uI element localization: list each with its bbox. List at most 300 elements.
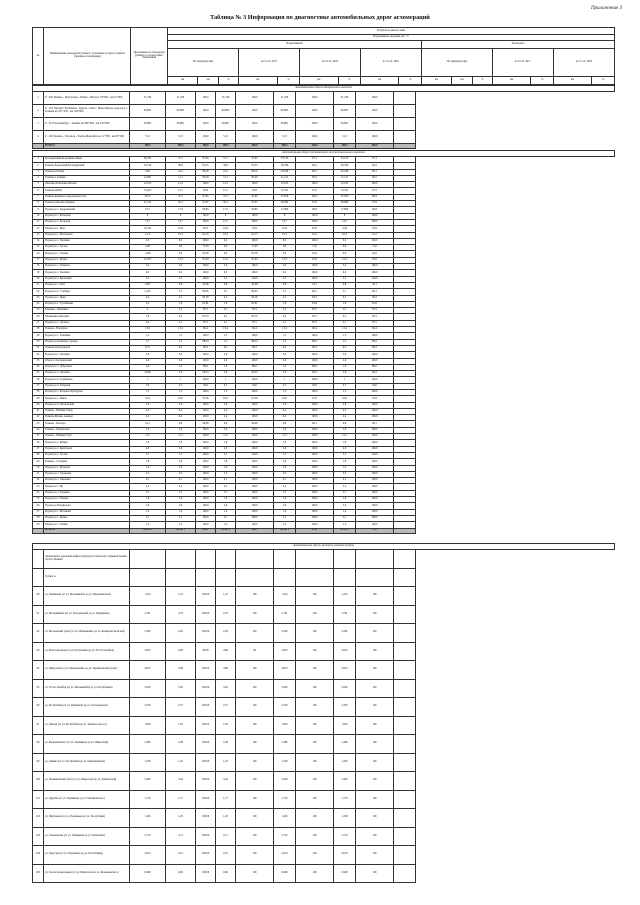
- value-cell: 5,3: [274, 471, 296, 477]
- value-cell: 8: [166, 213, 196, 219]
- value-cell: 1,5: [216, 389, 236, 395]
- value-cell: 100,00: [196, 864, 216, 883]
- value-cell: 9,8: [166, 421, 196, 427]
- value-cell: 100,00: [196, 753, 216, 772]
- value-cell: 100,0: [196, 389, 216, 395]
- value-cell: 1,8: [274, 497, 296, 503]
- value-cell: 100,0: [356, 219, 394, 225]
- value-cell: 100,00: [196, 827, 216, 846]
- value-cell: 4,5: [216, 408, 236, 414]
- value-cell: 6,5: [274, 238, 296, 244]
- value-cell: 2,4: [274, 415, 296, 421]
- value-cell: 100,0: [356, 471, 394, 477]
- value-cell: 100,0: [356, 497, 394, 503]
- row-number: 15: [33, 245, 44, 251]
- value-cell: 14,7: [216, 219, 236, 225]
- value-cell: 87,5: [236, 320, 274, 326]
- value-cell: 13,4: [166, 327, 196, 333]
- value-cell: 100,0: [236, 408, 274, 414]
- value-cell: 2,761: [334, 605, 356, 624]
- value-cell: 93,8: [196, 188, 216, 194]
- value-cell: 100,0: [356, 522, 394, 528]
- value-cell: 1,5: [130, 333, 166, 339]
- row-number: 100: [33, 772, 44, 791]
- total-label: ИТОГО: [44, 528, 130, 533]
- value-cell: 3,440: [334, 772, 356, 791]
- value-cell: 2,6: [334, 503, 356, 509]
- value-cell: 2,8: [334, 402, 356, 408]
- value-cell: 9,2: [274, 270, 296, 276]
- road-name: Подъезд к с. Мыс: [44, 226, 130, 232]
- value-cell: 9,8: [274, 421, 296, 427]
- value-cell: 100: [236, 716, 274, 735]
- value-cell: 2,48: [216, 735, 236, 754]
- empty-cell: [394, 92, 416, 105]
- value-cell: 100: [356, 753, 394, 772]
- value-cell: 1,8: [166, 301, 196, 307]
- value-cell: 97,65: [236, 157, 274, 163]
- federal-section-title: Автомобильные дороги федерального значения: [33, 86, 615, 92]
- value-cell: 1,45: [216, 753, 236, 772]
- value-cell: 5,020: [130, 679, 166, 698]
- value-cell: 1,5: [130, 522, 166, 528]
- value-cell: 4,975: [334, 661, 356, 680]
- value-cell: 100,0: [236, 105, 274, 118]
- total-row: [33, 144, 615, 149]
- value-cell: 1,45: [166, 753, 196, 772]
- value-cell: 93,18: [196, 295, 216, 301]
- value-cell: 100,0: [236, 352, 274, 358]
- row-number: 95: [33, 679, 44, 698]
- value-cell: 96,2: [296, 163, 334, 169]
- empty-cell: [394, 605, 416, 624]
- row-number: 32: [33, 352, 44, 358]
- value-cell: 100,0: [356, 459, 394, 465]
- value-cell: 100,0: [196, 440, 216, 446]
- value-cell: 96,3: [236, 345, 274, 351]
- row-number: 44: [33, 427, 44, 433]
- value-cell: 85,53: [196, 314, 216, 320]
- value-cell: 100: [356, 624, 394, 643]
- value-cell: 1,8: [130, 497, 166, 503]
- row-number: 26: [33, 314, 44, 320]
- value-cell: 22,2: [216, 169, 236, 175]
- value-cell: 24,9: [130, 169, 166, 175]
- value-cell: 1,7: [130, 339, 166, 345]
- value-cell: 1,8: [334, 440, 356, 446]
- value-cell: 30,861: [334, 118, 356, 131]
- value-cell: 1,5: [216, 339, 236, 345]
- header-name: Наименование автодороги (улицы) с указанием ее адреса объекта (границы агломерации): [44, 28, 131, 85]
- value-cell: 1,6: [274, 364, 296, 370]
- row-number: 2: [33, 163, 44, 169]
- row-number: 4: [33, 131, 44, 144]
- value-cell: 100,0: [196, 358, 216, 364]
- value-cell: 1: [216, 377, 236, 383]
- value-cell: 2,6: [216, 446, 236, 452]
- value-cell: 4,7: [334, 383, 356, 389]
- value-cell: 37,1: [166, 194, 196, 200]
- unit-pct: %: [218, 77, 238, 85]
- local-row: [33, 605, 615, 624]
- value-cell: 100,00: [196, 661, 216, 680]
- value-cell: 100,0: [236, 92, 274, 105]
- value-cell: 43,1: [356, 282, 394, 288]
- value-cell: 4,7: [274, 383, 296, 389]
- value-cell: 2,5: [216, 276, 236, 282]
- row-number: 1: [33, 157, 44, 163]
- value-cell: 80,0: [356, 364, 394, 370]
- value-cell: 3,5: [334, 308, 356, 314]
- value-cell: 1,5: [334, 389, 356, 395]
- federal-row: [33, 92, 615, 105]
- value-cell: 100: [296, 753, 334, 772]
- value-cell: 62,6: [356, 251, 394, 257]
- value-cell: 100,0: [296, 219, 334, 225]
- value-cell: 100: [356, 661, 394, 680]
- value-cell: 1,8: [216, 459, 236, 465]
- value-cell: 100,0: [196, 276, 216, 282]
- road-name: Тюмень-Малые Акияры: [44, 415, 130, 421]
- value-cell: 100,0: [236, 415, 274, 421]
- value-cell: 1,0: [166, 465, 196, 471]
- row-number: 59: [33, 522, 44, 528]
- value-cell: [356, 568, 394, 587]
- value-cell: 11,5: [274, 434, 296, 440]
- value-cell: 100,0: [296, 465, 334, 471]
- row-number: 38: [33, 389, 44, 395]
- empty-cell: [394, 846, 416, 865]
- value-cell: 97,03: [236, 257, 274, 263]
- total-value: 198,3: [334, 144, 356, 149]
- value-cell: 100: [296, 605, 334, 624]
- unit-pct: %: [531, 77, 553, 85]
- value-cell: 1,8: [166, 459, 196, 465]
- value-cell: 93,8: [236, 188, 274, 194]
- value-cell: 3,440: [130, 772, 166, 791]
- value-cell: 81,8: [356, 301, 394, 307]
- unit-pct: %: [472, 77, 492, 85]
- value-cell: 90,83: [196, 207, 216, 213]
- road-name: Группа А: [44, 568, 130, 587]
- value-cell: 100: [236, 772, 274, 791]
- value-cell: 4,89: [166, 642, 196, 661]
- value-cell: 99,23: [196, 371, 216, 377]
- total-value: 198,3: [166, 144, 196, 149]
- value-cell: 100: [356, 735, 394, 754]
- local-row: [33, 735, 615, 754]
- value-cell: 100,0: [196, 333, 216, 339]
- value-cell: 97,5: [356, 188, 394, 194]
- row-number: 53: [33, 484, 44, 490]
- value-cell: 43,08: [196, 282, 216, 288]
- value-cell: 71,03: [196, 245, 216, 251]
- value-cell: 100,0: [196, 427, 216, 433]
- value-cell: 81,8: [296, 301, 334, 307]
- value-cell: 97,9: [356, 201, 394, 207]
- value-cell: 62,58: [196, 251, 216, 257]
- value-cell: 11,111: [274, 175, 296, 181]
- value-cell: 2,6: [166, 503, 196, 509]
- value-cell: 55,135: [274, 157, 296, 163]
- value-cell: 100,0: [296, 440, 334, 446]
- row-number: 92: [33, 624, 44, 643]
- total-row: [33, 528, 615, 533]
- empty-cell: [394, 809, 416, 828]
- value-cell: 0,9: [166, 251, 196, 257]
- header-num: №: [33, 28, 44, 85]
- value-cell: 4,933: [274, 642, 296, 661]
- value-cell: 51,3: [130, 131, 166, 144]
- road-name: Подъезд к с. Ольховка: [44, 478, 130, 484]
- road-name: Подъезд к п. Московский: [44, 402, 130, 408]
- value-cell: 89,16: [196, 169, 216, 175]
- value-cell: 3,0: [334, 352, 356, 358]
- value-cell: 89,05: [196, 289, 216, 295]
- value-cell: [130, 550, 166, 569]
- value-cell: 16,0: [166, 396, 196, 402]
- value-cell: 100,0: [296, 515, 334, 521]
- total-value: 100,0: [236, 144, 274, 149]
- value-cell: 62,6: [296, 251, 334, 257]
- value-cell: 100,00: [196, 587, 216, 606]
- road-name: Подъезд к с. Кыштырла: [44, 446, 130, 452]
- value-cell: 89,16: [236, 169, 274, 175]
- local-row: [33, 790, 615, 809]
- value-cell: 2,2: [334, 484, 356, 490]
- value-cell: 1,5: [166, 389, 196, 395]
- value-cell: 3,7: [216, 452, 236, 458]
- value-cell: 84,895: [216, 105, 236, 118]
- value-cell: 1: [130, 377, 166, 383]
- road-name: ул. Дружбы (от ул. Пермякова до ул. Малиновского): [44, 790, 130, 809]
- total-value: 96,97: [196, 528, 216, 533]
- value-cell: 4,1: [166, 295, 196, 301]
- value-cell: 100,0: [196, 264, 216, 270]
- header-length: Протяженность автодороги (улицы) в соответствии с нормативом: [131, 28, 168, 85]
- value-cell: 50,1: [216, 201, 236, 207]
- value-cell: 2,26: [166, 624, 196, 643]
- value-cell: 13,4: [334, 327, 356, 333]
- value-cell: 100,0: [236, 182, 274, 188]
- value-cell: 100,0: [236, 497, 274, 503]
- value-cell: 100,0: [236, 471, 274, 477]
- value-cell: 2,76: [166, 605, 196, 624]
- value-cell: [166, 550, 196, 569]
- federal-row: [33, 105, 615, 118]
- value-cell: 100,0: [296, 402, 334, 408]
- value-cell: 34,740: [130, 163, 166, 169]
- road-name: Тюмень - Напорное: [44, 327, 130, 333]
- value-cell: 11,1: [166, 175, 196, 181]
- value-cell: 4,7: [216, 383, 236, 389]
- value-cell: 17,9: [166, 207, 196, 213]
- value-cell: 1,5: [334, 333, 356, 339]
- value-cell: 97,03: [196, 257, 216, 263]
- value-cell: 100,0: [356, 131, 394, 144]
- row-number: 20: [33, 276, 44, 282]
- value-cell: 1,8: [130, 459, 166, 465]
- value-cell: 12,324: [130, 226, 166, 232]
- total-value: 437,071: [334, 528, 356, 533]
- value-cell: 100,0: [296, 522, 334, 528]
- value-cell: 2,761: [274, 605, 296, 624]
- value-cell: 100,0: [196, 522, 216, 528]
- road-name: Подъезд к с. Ярки: [44, 295, 130, 301]
- value-cell: 2,010: [130, 846, 166, 865]
- road-name: ул. Московский тракт (от ул. Мельникайте до ул. Коммунистической): [44, 624, 130, 643]
- value-cell: 100,0: [356, 182, 394, 188]
- unit-km: км: [360, 77, 399, 85]
- value-cell: 1,5: [130, 389, 166, 395]
- value-cell: 100: [236, 624, 274, 643]
- value-cell: 94,0: [296, 383, 334, 389]
- value-cell: 100: [356, 809, 394, 828]
- value-cell: 100,0: [356, 478, 394, 484]
- value-cell: 16,0: [274, 396, 296, 402]
- value-cell: 88,24: [196, 339, 216, 345]
- local-row: [33, 716, 615, 735]
- value-cell: 2,2: [216, 484, 236, 490]
- value-cell: 6,5: [216, 314, 236, 320]
- value-cell: 100,0: [196, 503, 216, 509]
- header-2019-a: на 31.12. 2019: [360, 49, 421, 77]
- value-cell: 100,0: [236, 446, 274, 452]
- total-value: 437,071: [216, 528, 236, 533]
- value-cell: 1,8: [216, 301, 236, 307]
- row-number: 14: [33, 238, 44, 244]
- value-cell: 87,6: [356, 226, 394, 232]
- value-cell: 100,0: [236, 131, 274, 144]
- value-cell: 100,0: [196, 182, 216, 188]
- value-cell: 2,2: [130, 484, 166, 490]
- value-cell: 4,1: [274, 295, 296, 301]
- empty-cell: [394, 105, 416, 118]
- value-cell: 1,5: [334, 522, 356, 528]
- total-value: 198,3: [216, 144, 236, 149]
- value-cell: 5,6: [130, 427, 166, 433]
- value-cell: 0,9: [216, 245, 236, 251]
- road-name: Подъезд к п. "Сибирь": [44, 289, 130, 295]
- value-cell: 3,44: [216, 772, 236, 791]
- value-cell: 1,0: [216, 465, 236, 471]
- value-cell: [334, 568, 356, 587]
- header-regulatory: Нормативный: [168, 41, 422, 49]
- value-cell: 2,8: [274, 402, 296, 408]
- road-name: Подъезд к с. Гусево: [44, 245, 130, 251]
- value-cell: 100: [356, 605, 394, 624]
- road-name: ул. Мельникайте (от ул. Холодильной до ул. Пермякова): [44, 605, 130, 624]
- value-cell: 100: [296, 735, 334, 754]
- value-cell: 30,786: [274, 163, 296, 169]
- value-cell: 31,236: [274, 92, 296, 105]
- value-cell: 100: [296, 809, 334, 828]
- value-cell: 15,1: [166, 188, 196, 194]
- value-cell: 4,5: [166, 408, 196, 414]
- value-cell: 36,8: [166, 163, 196, 169]
- value-cell: 2,5: [130, 276, 166, 282]
- value-cell: [196, 550, 216, 569]
- value-cell: 100,00: [196, 735, 216, 754]
- value-cell: 56,785: [130, 157, 166, 163]
- value-cell: 13,9: [130, 327, 166, 333]
- empty-cell: [394, 624, 416, 643]
- value-cell: 1,450: [274, 753, 296, 772]
- value-cell: 100: [296, 642, 334, 661]
- value-cell: 4,6: [130, 358, 166, 364]
- value-cell: 15,1: [216, 188, 236, 194]
- value-cell: 1,8: [274, 459, 296, 465]
- row-number: 98: [33, 735, 44, 754]
- value-cell: 100,0: [296, 427, 334, 433]
- road-name: ул. Широтная (от ул. Мельникайте до ул. Червишевский тракт): [44, 661, 130, 680]
- value-cell: 1,234: [274, 587, 296, 606]
- value-cell: 5,6: [334, 427, 356, 433]
- value-cell: 100,0: [296, 333, 334, 339]
- total-value: 437,071: [166, 528, 196, 533]
- local-row: [33, 864, 615, 883]
- value-cell: 2,71: [216, 827, 236, 846]
- value-cell: 84,895: [130, 105, 166, 118]
- value-cell: 100,0: [296, 270, 334, 276]
- value-cell: 5,3: [334, 471, 356, 477]
- row-number: 94: [33, 661, 44, 680]
- value-cell: 2,26: [216, 624, 236, 643]
- value-cell: 4,5: [334, 408, 356, 414]
- value-cell: 80,0: [236, 364, 274, 370]
- value-cell: 3,6: [334, 371, 356, 377]
- road-name: Подъезд к с. Луговое: [44, 320, 130, 326]
- value-cell: 100,0: [356, 276, 394, 282]
- value-cell: 100,00: [196, 716, 216, 735]
- value-cell: 100: [296, 716, 334, 735]
- value-cell: 16,4: [130, 396, 166, 402]
- value-cell: 3,0: [274, 352, 296, 358]
- value-cell: 4,4: [130, 295, 166, 301]
- unit-km: км: [198, 77, 218, 85]
- road-name: Подъезд к с. Гусево: [44, 452, 130, 458]
- value-cell: 4,1: [216, 295, 236, 301]
- value-cell: 1,930: [334, 716, 356, 735]
- value-cell: 4,1: [274, 478, 296, 484]
- value-cell: 37,1: [216, 194, 236, 200]
- road-name: Подъезд к с. Кулаково: [44, 465, 130, 471]
- road-name: ул. Волгоградская (от ул. Республики до ул. 50 лет Октября): [44, 642, 130, 661]
- value-cell: 4,1: [334, 295, 356, 301]
- value-cell: 5,4: [334, 264, 356, 270]
- value-cell: 2,1: [274, 320, 296, 326]
- value-cell: 100: [296, 624, 334, 643]
- value-cell: 100,0: [236, 459, 274, 465]
- value-cell: 0,9: [216, 251, 236, 257]
- row-number: 51: [33, 471, 44, 477]
- value-cell: 1,234: [130, 587, 166, 606]
- value-cell: 1,77: [216, 790, 236, 809]
- road-name: Тюмень - Нижняя Тавда: [44, 408, 130, 414]
- value-cell: 62,58: [236, 251, 274, 257]
- road-name: Р - 351 Екатеринбург - Тюмень на 289+820 - км 325+000: [44, 118, 130, 131]
- local-row: [33, 772, 615, 791]
- value-cell: 100,0: [296, 358, 334, 364]
- row-number: 101: [33, 790, 44, 809]
- row-number: 9: [33, 207, 44, 213]
- federal-table: [32, 85, 615, 149]
- header-2017-b: на 31.12. 2017: [492, 49, 553, 77]
- value-cell: 8: [334, 213, 356, 219]
- road-name: Подъезд к п. Озерный: [44, 383, 130, 389]
- value-cell: 100,0: [356, 465, 394, 471]
- value-cell: 10,3: [274, 232, 296, 238]
